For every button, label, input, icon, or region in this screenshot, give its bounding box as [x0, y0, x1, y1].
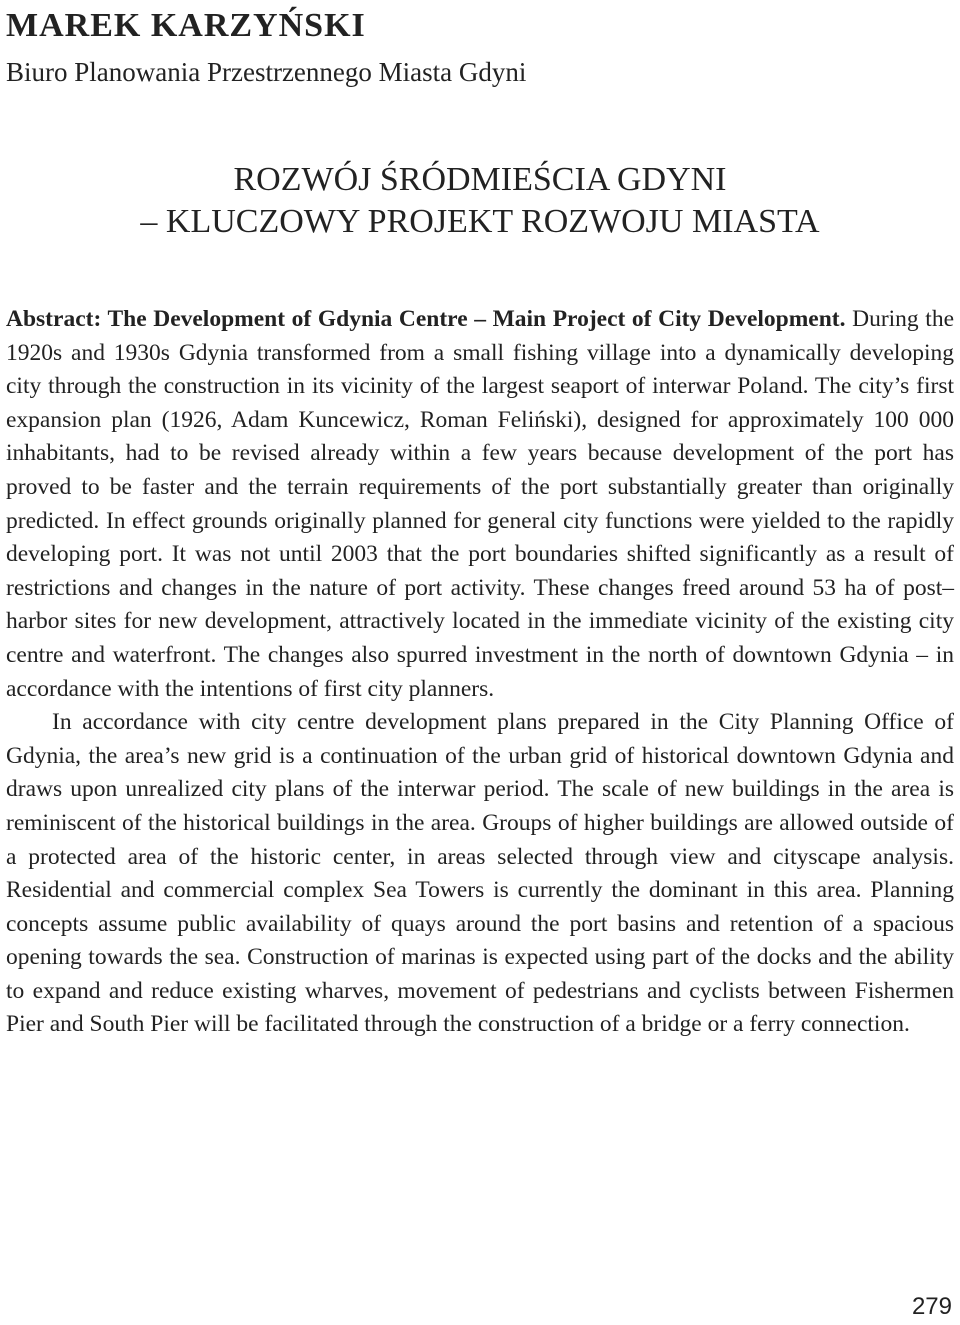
author-affiliation: Biuro Planowania Przestrzennego Miasta Gdyni	[6, 57, 527, 87]
paper-title-line-1: ROZWÓJ ŚRÓDMIEŚCIA GDYNI	[233, 161, 727, 198]
page-number: 279	[911, 1293, 952, 1320]
author-name: MAREK KARZYŃSKI	[6, 7, 366, 44]
abstract-body	[6, 303, 954, 1042]
abstract-paragraph-1-text: During the 1920s and 1930s Gdynia transformed from a small fishing village into a dynamically developing city through the construction in its vicinity of the largest seaport of interwar Poland. The city’s first expansion plan (1926, Adam Kuncewicz, Roman Feliński), designed for approximately 100 000 inhabitants, had to be revised already within a few years because development of the port has proved to be faster and the terrain requirements of the port substantially greater than originally predicted. In effect grounds originally planned for general city functions were yielded to the rapidly developing port. It was not until 2003 that the port boundaries shifted significantly as a result of restrictions and changes in the nature of port activity. These changes freed around 53 ha of post–harbor sites for new development, attractively located in the immediate vicinity of the existing city centre and waterfront. The changes also spurred investment in the north of downtown Gdynia – in accordance with the intentions of first city planners.	[6, 306, 954, 702]
paper-title	[0, 159, 960, 243]
paper-title-line-2: – KLUCZOWY PROJEKT ROZWOJU MIASTA	[140, 203, 820, 240]
abstract-label: Abstract: The Development of Gdynia Centre – Main Project of City Development.	[6, 306, 846, 332]
abstract-paragraph-2: In accordance with city centre development plans prepared in the City Planning Office of Gdynia, the area’s new grid is a continuation of the urban grid of historical downtown Gdynia and draws upon unrealized city plans of the interwar period. The scale of new buildings in the area is reminiscent of the historical buildings in the area. Groups of higher buildings are allowed outside of a protected area of the historic center, in areas selected through view and cityscape analysis. Residential and commercial complex Sea Towers is currently the dominant in this area. Planning concepts assume public availability of quays around the port basins and retention of a spacious opening towards the sea. Construction of marinas is expected using part of the docks and the ability to expand and reduce existing wharves, movement of pedestrians and cyclists between Fishermen Pier and South Pier will be facilitated through the construction of a bridge or a ferry connection.	[6, 709, 954, 1038]
abstract-paragraph-1	[6, 303, 954, 706]
